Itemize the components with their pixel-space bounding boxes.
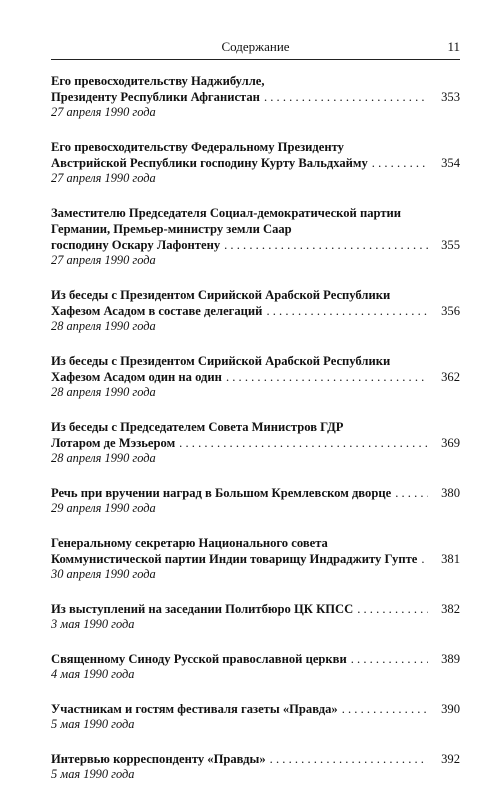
dot-leader <box>421 551 428 567</box>
toc-entry-title: Хафезом Асадом один на один <box>51 370 222 384</box>
toc-entry-title: Президенту Республики Афганистан <box>51 90 260 104</box>
toc-entry-title: Коммунистической партии Индии товарищу Индраджиту Гупте <box>51 552 418 566</box>
toc-entry <box>51 485 460 516</box>
toc-entry <box>51 205 460 268</box>
toc-entry-title: Из беседы с Председателем Совета Министров ГДР <box>51 420 344 434</box>
running-header <box>51 37 460 60</box>
toc-entry-title: Из беседы с Президентом Сирийской Арабской Республики <box>51 288 391 302</box>
toc-entry-line <box>51 139 460 155</box>
toc-entry-page: 380 <box>441 486 460 500</box>
dot-leader <box>395 485 428 501</box>
toc-entry-page: 389 <box>441 652 460 666</box>
toc-entry-date: 29 апреля 1990 года <box>51 501 156 515</box>
toc-entry-page: 353 <box>441 90 460 104</box>
toc-entry-date: 3 мая 1990 года <box>51 617 135 631</box>
toc-entry-line <box>51 221 460 237</box>
toc-entry-page: 392 <box>441 752 460 766</box>
dot-leader <box>372 155 428 171</box>
toc-entry-page: 362 <box>441 370 460 384</box>
toc-entry-date: 28 апреля 1990 года <box>51 319 156 333</box>
toc-entry-line <box>51 601 460 617</box>
toc-entry <box>51 419 460 466</box>
toc-entry-line <box>51 701 460 717</box>
toc-entry-title: Участникам и гостям фестиваля газеты «Правда» <box>51 702 338 716</box>
toc-entry-date: 27 апреля 1990 года <box>51 253 156 267</box>
toc-entry-line <box>51 435 460 451</box>
toc-entry-line <box>51 369 460 385</box>
toc-entry-title: Из выступлений на заседании Политбюро ЦК КПСС <box>51 602 354 616</box>
toc-entry-date: 5 мая 1990 года <box>51 717 135 731</box>
toc-entry-title: Его превосходительству Наджибулле, <box>51 74 265 88</box>
toc-entry <box>51 601 460 632</box>
toc-entry-line <box>51 303 460 319</box>
toc-entry-date: 27 апреля 1990 года <box>51 105 156 119</box>
toc-entry-line <box>51 89 460 105</box>
toc-entry-title: Священному Синоду Русской православной церкви <box>51 652 347 666</box>
toc-entry-title: Из беседы с Президентом Сирийской Арабской Республики <box>51 354 391 368</box>
dot-leader <box>224 237 428 253</box>
toc-entry-title: Речь при вручении наград в Большом Кремлевском дворце <box>51 486 392 500</box>
dot-leader <box>264 89 428 105</box>
toc-entry <box>51 73 460 120</box>
toc-entry-line <box>51 485 460 501</box>
dot-leader <box>226 369 428 385</box>
toc-entry <box>51 139 460 186</box>
toc-entry-line <box>51 353 460 369</box>
toc-entry <box>51 651 460 682</box>
toc-entry-line <box>51 419 460 435</box>
table-of-contents <box>51 73 460 801</box>
toc-entry <box>51 751 460 782</box>
toc-entry-page: 355 <box>441 238 460 252</box>
toc-entry-date: 4 мая 1990 года <box>51 667 135 681</box>
toc-entry <box>51 535 460 582</box>
toc-entry-page: 369 <box>441 436 460 450</box>
dot-leader <box>266 303 428 319</box>
toc-entry <box>51 353 460 400</box>
toc-entry-date: 5 мая 1990 года <box>51 767 135 781</box>
running-title: Содержание <box>221 39 290 54</box>
toc-entry-title: Заместителю Председателя Социал-демократической партии <box>51 206 402 220</box>
toc-entry-line <box>51 73 460 89</box>
dot-leader <box>179 435 428 451</box>
toc-entry-page: 381 <box>441 552 460 566</box>
toc-entry-line <box>51 535 460 551</box>
dot-leader <box>351 651 428 667</box>
toc-entry-line <box>51 651 460 667</box>
toc-entry-page: 382 <box>441 602 460 616</box>
dot-leader <box>270 751 428 767</box>
toc-entry-line <box>51 287 460 303</box>
toc-entry-line <box>51 751 460 767</box>
toc-entry-title: Лотаром де Мэзьером <box>51 436 176 450</box>
toc-entry-date: 28 апреля 1990 года <box>51 385 156 399</box>
dot-leader <box>342 701 428 717</box>
toc-entry-date: 28 апреля 1990 года <box>51 451 156 465</box>
toc-entry-page: 356 <box>441 304 460 318</box>
toc-entry-title: Его превосходительству Федеральному Президенту <box>51 140 344 154</box>
toc-entry-title: Хафезом Асадом в составе делегаций <box>51 304 263 318</box>
toc-entry-title: Генеральному секретарю Национального совета <box>51 536 328 550</box>
toc-entry-line <box>51 237 460 253</box>
toc-entry-title: Австрийской Республики господину Курту Вальдхайму <box>51 156 368 170</box>
toc-entry-line <box>51 205 460 221</box>
toc-entry-page: 390 <box>441 702 460 716</box>
dot-leader <box>357 601 428 617</box>
toc-entry-date: 27 апреля 1990 года <box>51 171 156 185</box>
toc-entry-line <box>51 551 460 567</box>
toc-entry <box>51 701 460 732</box>
toc-entry-title: Германии, Премьер-министру земли Саар <box>51 222 292 236</box>
toc-entry-date: 30 апреля 1990 года <box>51 567 156 581</box>
page-number: 11 <box>447 39 460 54</box>
toc-entry-page: 354 <box>441 156 460 170</box>
toc-entry-line <box>51 155 460 171</box>
toc-entry-title: Интервью корреспонденту «Правды» <box>51 752 266 766</box>
toc-entry <box>51 287 460 334</box>
toc-entry-title: господину Оскару Лафонтену <box>51 238 221 252</box>
